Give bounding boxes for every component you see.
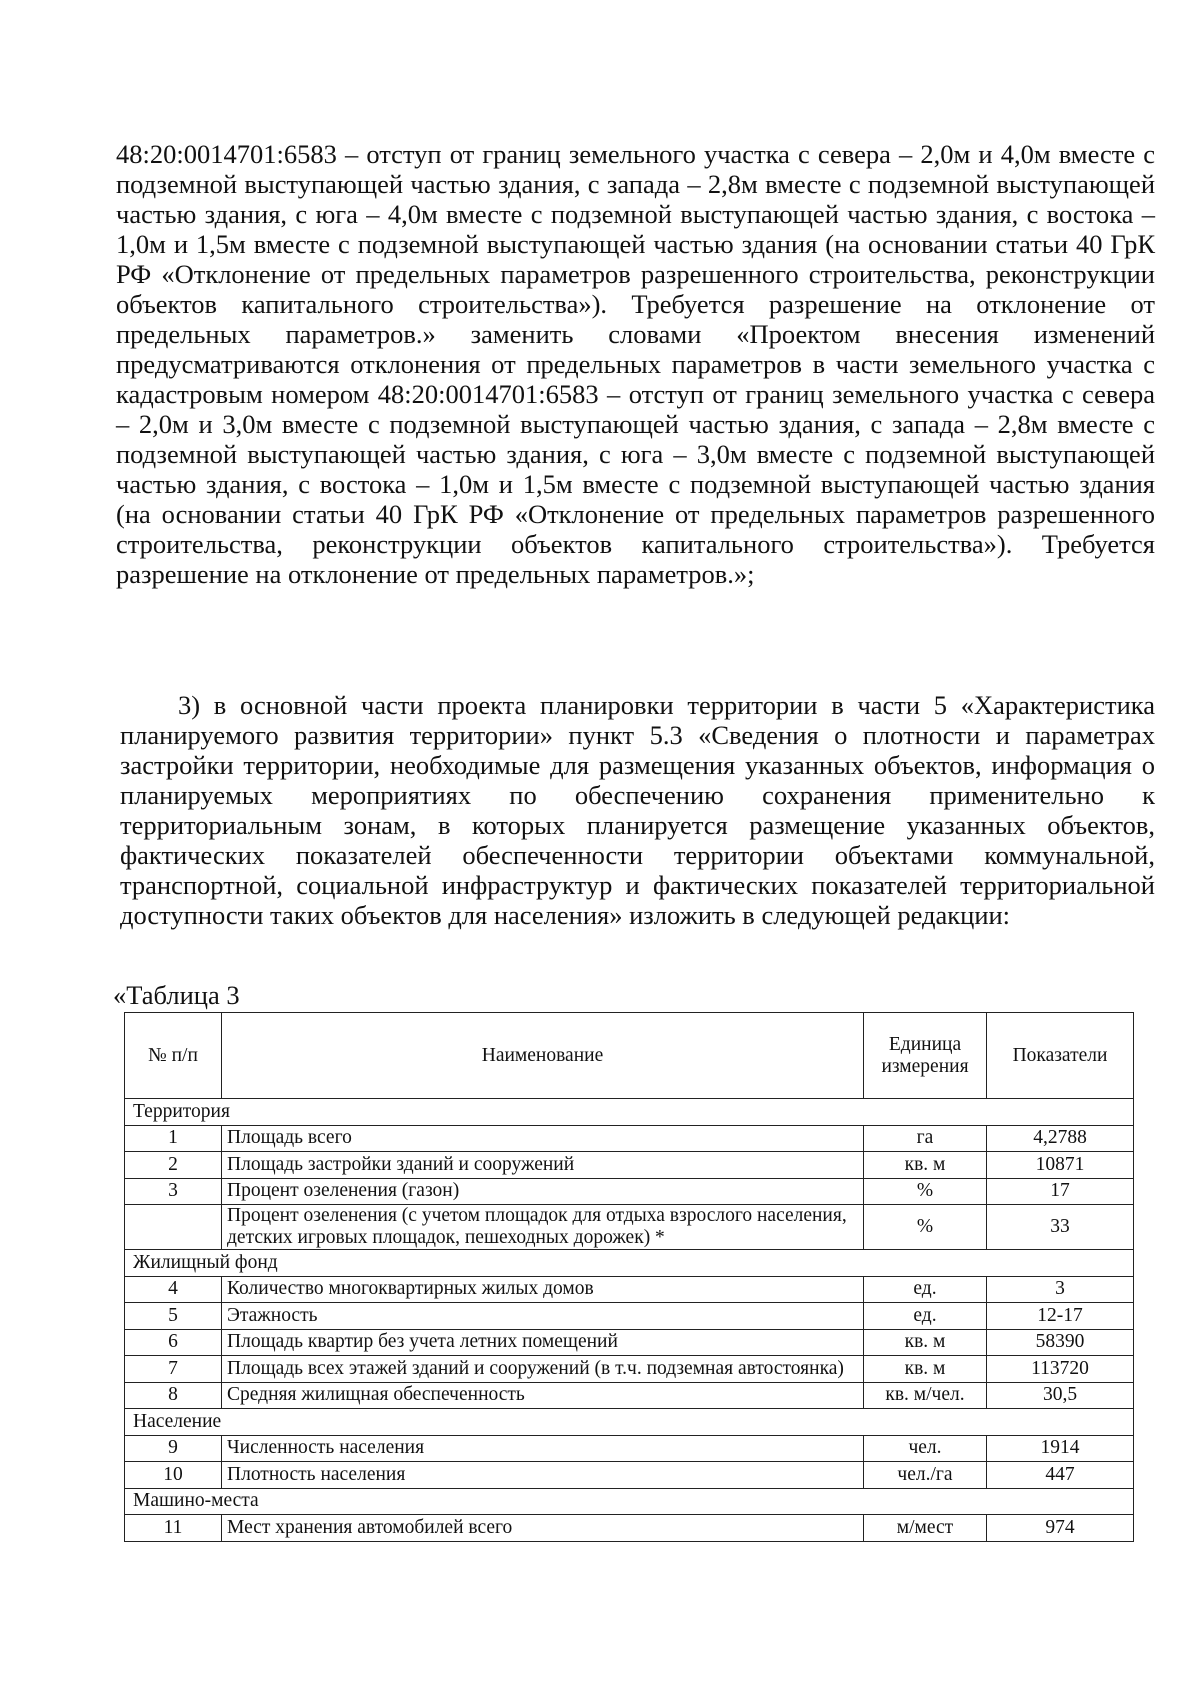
table-row — [125, 1329, 1134, 1356]
cell-value: 17 — [987, 1178, 1134, 1205]
header-value: Показатели — [987, 1013, 1134, 1099]
cell-name: Средняя жилищная обеспеченность — [222, 1382, 864, 1409]
cell-unit: кв. м — [864, 1152, 987, 1179]
table-header-row — [125, 1013, 1134, 1099]
header-unit: Единица измерения — [864, 1013, 987, 1099]
cell-name: Площадь всего — [222, 1125, 864, 1152]
cell-unit: кв. м — [864, 1356, 987, 1383]
table-row — [125, 1303, 1134, 1330]
cell-name: Процент озеленения (газон) — [222, 1178, 864, 1205]
cell-num: 9 — [125, 1435, 222, 1462]
section-title: Территория — [125, 1099, 1134, 1126]
cell-num: 1 — [125, 1125, 222, 1152]
cell-value: 974 — [987, 1515, 1134, 1542]
section-title: Население — [125, 1409, 1134, 1436]
cell-num — [125, 1205, 222, 1250]
cell-num: 6 — [125, 1329, 222, 1356]
cell-name: Этажность — [222, 1303, 864, 1330]
section-row — [125, 1409, 1134, 1436]
cell-unit: ед. — [864, 1276, 987, 1303]
cell-value: 447 — [987, 1462, 1134, 1489]
cell-name: Количество многоквартирных жилых домов — [222, 1276, 864, 1303]
cell-value: 12-17 — [987, 1303, 1134, 1330]
table-row — [125, 1276, 1134, 1303]
cell-value: 113720 — [987, 1356, 1134, 1383]
cell-unit: га — [864, 1125, 987, 1152]
paragraph-1: 48:20:0014701:6583 – отступ от границ земельного участка с севера – 2,0м и 4,0м вместе с подземной выступающей частью здания, с запада – 2,8м вместе с подземной выступающей частью здания, с юга – 4,0м вместе с подземной выступающей частью здания, с востока – 1,0м и 1,5м вместе с подземной выступающей частью здания (на основании статьи 40 ГрК РФ «Отклонение от предельных параметров разрешенного строительства, реконструкции объектов капитального строительства»). Требуется разрешение на отклонение от предельных параметров.» заменить словами «Проектом внесения изменений предусматриваются отклонения от предельных параметров в части земельного участка с кадастровым номером 48:20:0014701:6583 – отступ от границ земельного участка с севера – 2,0м и 3,0м вместе с подземной выступающей частью здания, с запада – 2,8м вместе с подземной выступающей частью здания, с юга – 3,0м вместе с подземной выступающей частью здания, с востока – 1,0м и 1,5м вместе с подземной выступающей частью здания (на основании статьи 40 ГрК РФ «Отклонение от предельных параметров разрешенного строительства, реконструкции объектов капитального строительства»). Требуется разрешение на отклонение от предельных параметров.»; — [116, 139, 1155, 589]
table-row — [125, 1435, 1134, 1462]
cell-name: Мест хранения автомобилей всего — [222, 1515, 864, 1542]
cell-name: Площадь квартир без учета летних помещений — [222, 1329, 864, 1356]
cell-unit: кв. м — [864, 1329, 987, 1356]
cell-unit: % — [864, 1205, 987, 1250]
table-row — [125, 1382, 1134, 1409]
cell-value: 30,5 — [987, 1382, 1134, 1409]
cell-value: 10871 — [987, 1152, 1134, 1179]
cell-num: 10 — [125, 1462, 222, 1489]
cell-unit: чел. — [864, 1435, 987, 1462]
section-row — [125, 1250, 1134, 1277]
table-caption: «Таблица 3 — [113, 980, 240, 1010]
cell-unit: % — [864, 1178, 987, 1205]
cell-name: Площадь всех этажей зданий и сооружений (в т.ч. подземная автостоянка) — [222, 1356, 864, 1383]
cell-unit: ед. — [864, 1303, 987, 1330]
cell-value: 1914 — [987, 1435, 1134, 1462]
section-row — [125, 1099, 1134, 1126]
header-name: Наименование — [222, 1013, 864, 1099]
section-title: Машино-места — [125, 1488, 1134, 1515]
table-row — [125, 1462, 1134, 1489]
cell-unit: чел./га — [864, 1462, 987, 1489]
cell-value: 4,2788 — [987, 1125, 1134, 1152]
cell-value: 58390 — [987, 1329, 1134, 1356]
table-row — [125, 1178, 1134, 1205]
cell-name: Процент озеленения (с учетом площадок для отдыха взрослого населения, детских игровых площадок, пешеходных дорожек) * — [222, 1205, 864, 1250]
indicators-table — [124, 1012, 1134, 1542]
cell-name: Плотность населения — [222, 1462, 864, 1489]
section-row — [125, 1488, 1134, 1515]
cell-num: 8 — [125, 1382, 222, 1409]
table-row — [125, 1152, 1134, 1179]
table-row — [125, 1515, 1134, 1542]
cell-value: 33 — [987, 1205, 1134, 1250]
table-row — [125, 1205, 1134, 1250]
cell-num: 7 — [125, 1356, 222, 1383]
cell-name: Численность населения — [222, 1435, 864, 1462]
header-num: № п/п — [125, 1013, 222, 1099]
cell-num: 4 — [125, 1276, 222, 1303]
cell-num: 5 — [125, 1303, 222, 1330]
cell-value: 3 — [987, 1276, 1134, 1303]
table-row — [125, 1356, 1134, 1383]
cell-num: 3 — [125, 1178, 222, 1205]
table-row — [125, 1125, 1134, 1152]
cell-unit: м/мест — [864, 1515, 987, 1542]
cell-num: 11 — [125, 1515, 222, 1542]
cell-num: 2 — [125, 1152, 222, 1179]
cell-name: Площадь застройки зданий и сооружений — [222, 1152, 864, 1179]
paragraph-2: 3) в основной части проекта планировки территории в части 5 «Характеристика планируемого развития территории» пункт 5.3 «Сведения о плотности и параметрах застройки территории, необходимые для размещения указанных объектов, информация о планируемых мероприятиях по обеспечению сохранения применительно к территориальным зонам, в которых планируется размещение указанных объектов, фактических показателей обеспеченности территории объектами коммунальной, транспортной, социальной инфраструктур и фактических показателей территориальной доступности таких объектов для населения» изложить в следующей редакции: — [120, 690, 1155, 930]
section-title: Жилищный фонд — [125, 1250, 1134, 1277]
cell-unit: кв. м/чел. — [864, 1382, 987, 1409]
